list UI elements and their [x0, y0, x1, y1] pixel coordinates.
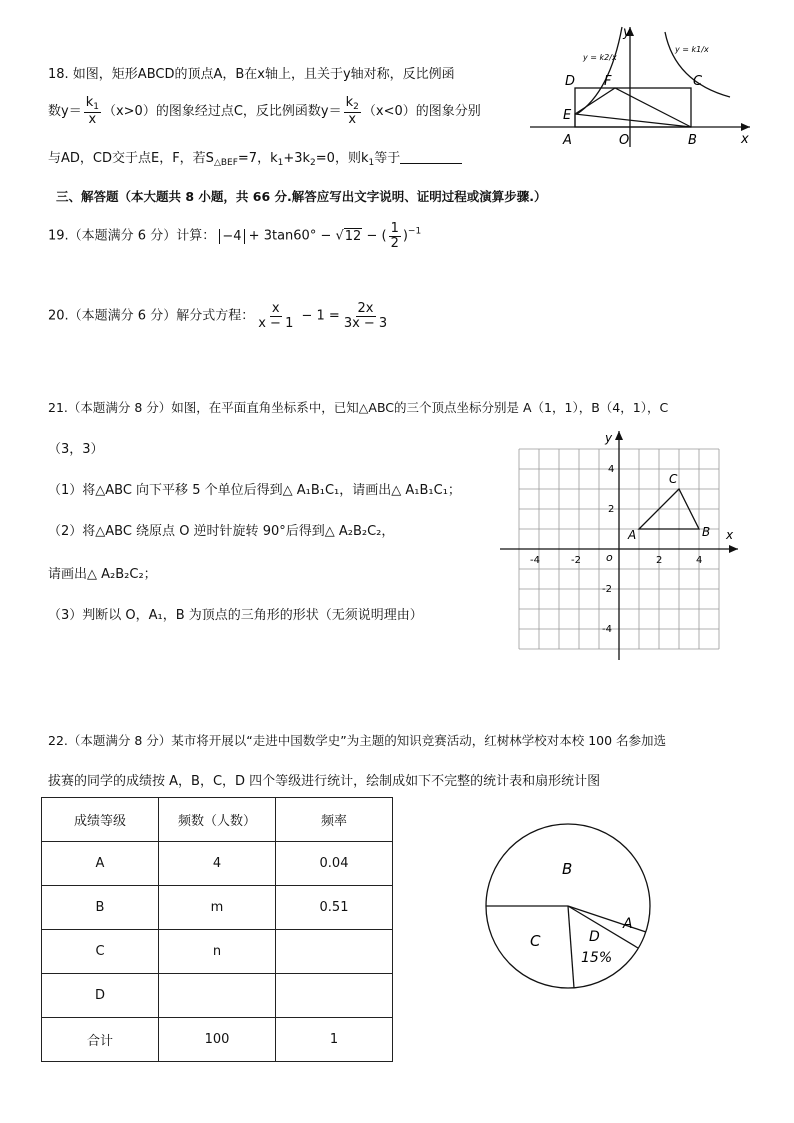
table-cell: 0.04	[276, 842, 393, 886]
den-x: x	[348, 112, 357, 128]
table-row	[42, 842, 393, 886]
label-b: B	[688, 133, 697, 148]
table-row	[42, 974, 393, 1018]
q18-text: 数y＝	[48, 104, 82, 120]
tick-x: 2	[656, 555, 663, 566]
frequency-table	[41, 797, 393, 1062]
label-a: A	[563, 133, 572, 148]
table-header: 频数（人数）	[159, 798, 276, 842]
q19: 19.（本题满分 6 分）计算： −4 + 3tan60° − √12 − ( $\frac{1}{2}$ )$^{-1}$	[48, 221, 422, 251]
q19-part2: + 3tan60° −	[248, 228, 332, 244]
table-cell	[276, 974, 393, 1018]
rectangle-abcd	[575, 88, 691, 127]
pie-label-c: C	[530, 932, 541, 950]
table-row	[42, 886, 393, 930]
q18-line2	[48, 96, 481, 127]
table-cell: A	[42, 842, 159, 886]
q18-text: （x<0）的图象分别	[362, 104, 481, 120]
k-letter: k	[345, 95, 354, 110]
label-b: B	[702, 525, 711, 539]
table-cell: 100	[159, 1018, 276, 1062]
left-hyperbola	[577, 27, 622, 114]
curve-left-label: y = k2/x	[583, 53, 617, 62]
frac2-num: 2x	[357, 301, 374, 316]
q19-prefix: 19.（本题满分 6 分）计算：	[48, 228, 216, 244]
frac2-den: 3x − 3	[343, 315, 388, 331]
label-o: O	[619, 133, 630, 148]
y-arrow-icon	[615, 431, 623, 440]
label-e: E	[563, 108, 572, 123]
q20-prefix: 20.（本题满分 6 分）解分式方程：	[48, 308, 255, 324]
table-row	[42, 930, 393, 974]
q22-line2: 拔赛的同学的成绩按 A，B，C，D 四个等级进行统计，绘制成如下不完整的统计表和扇形统计图	[48, 774, 601, 789]
table-cell: m	[159, 886, 276, 930]
tick-y: 4	[608, 464, 615, 475]
abs-value: −4	[219, 229, 244, 244]
q21-part1: （1）将△ABC 向下平移 5 个单位后得到△ A₁B₁C₁，请画出△ A₁B₁C₁；	[48, 483, 461, 498]
q20	[48, 302, 391, 330]
tick-x: 4	[696, 555, 703, 566]
table-header-row	[42, 798, 393, 842]
q22-line1: 22.（本题满分 8 分）某市将开展以“走进中国数学史”为主题的知识竞赛活动，红树林学校对本校 100 名参加选	[48, 733, 667, 748]
table-cell	[159, 974, 276, 1018]
exponent: −1	[407, 226, 422, 237]
answer-blank[interactable]	[400, 151, 462, 164]
curve-right-label: y = k1/x	[675, 45, 709, 54]
q19-close: )	[402, 228, 408, 244]
table-cell: 0.51	[276, 886, 393, 930]
q18-text: （x>0）的图象经过点C，反比例函数y＝	[102, 104, 342, 120]
divider-d-c	[568, 906, 574, 988]
frac2	[342, 302, 389, 330]
den-x: x	[88, 112, 97, 128]
x-arrow-icon	[729, 545, 738, 553]
label-c: C	[669, 472, 678, 486]
frac1-num: x	[271, 301, 280, 316]
half-num: 1	[390, 221, 399, 236]
q21-part3: （3）判断以 O，A₁，B 为顶点的三角形的形状（无须说明理由）	[48, 608, 423, 623]
q18-text: +3k	[283, 151, 311, 166]
label-origin: o	[606, 551, 613, 564]
q18-text: =7，k	[237, 151, 278, 166]
sub-2: 2	[310, 158, 316, 168]
pie-label-d: D	[589, 929, 600, 945]
tick-y: -4	[602, 624, 612, 635]
label-y: y	[623, 25, 631, 40]
q18-text: 与AD，CD交于点E，F，若S	[48, 151, 214, 166]
q21-part2b: 请画出△ A₂B₂C₂；	[48, 567, 157, 582]
table-cell: 1	[276, 1018, 393, 1062]
label-y: y	[605, 431, 613, 445]
table-cell: C	[42, 930, 159, 974]
half-fraction	[389, 222, 401, 250]
triangle-bef	[575, 88, 691, 127]
x-arrow-icon	[741, 123, 750, 131]
table-cell: 4	[159, 842, 276, 886]
label-f: F	[604, 74, 612, 89]
half-den: 2	[390, 235, 399, 251]
q18-line1: 18. 如图，矩形ABCD的顶点A，B在x轴上，且关于y轴对称，反比例函	[48, 67, 455, 82]
q21-line2: （3，3）	[48, 442, 104, 457]
table-cell: B	[42, 886, 159, 930]
frac1	[256, 302, 295, 330]
table-header: 成绩等级	[42, 798, 159, 842]
q18-text: 等于	[374, 151, 401, 166]
table-cell	[276, 930, 393, 974]
pie-label-b: B	[562, 860, 573, 878]
k2-fraction	[344, 96, 361, 127]
pie-chart	[480, 818, 660, 998]
sqrt-12: 12	[344, 228, 362, 244]
table-header: 频率	[276, 798, 393, 842]
label-c: C	[693, 74, 703, 89]
pie-label-d-percent: 15%	[581, 950, 613, 966]
label-a: A	[628, 528, 637, 542]
q21-line1: 21.（本题满分 8 分）如图，在平面直角坐标系中，已知△ABC的三个顶点坐标分别是 A（1，1），B（4，1），C	[48, 400, 669, 415]
q20-mid: − 1 =	[301, 308, 340, 324]
label-x: x	[726, 528, 734, 542]
sub-1: 1	[368, 158, 375, 168]
table-cell: n	[159, 930, 276, 974]
q21-part2: （2）将△ABC 绕原点 O 逆时针旋转 90°后得到△ A₂B₂C₂，	[48, 524, 395, 539]
tick-x: -4	[530, 555, 540, 566]
table-cell: D	[42, 974, 159, 1018]
sub-2: 2	[353, 102, 359, 112]
q18-text: =0，则k	[315, 151, 369, 166]
tick-x: -2	[571, 555, 581, 566]
sub-1: 1	[277, 158, 284, 168]
k1-fraction	[84, 96, 101, 127]
label-d: D	[565, 74, 576, 89]
label-x: x	[741, 132, 749, 147]
frac1-den: x − 1	[258, 315, 294, 331]
q21-grid	[498, 428, 743, 663]
q18-figure	[525, 22, 755, 152]
table-row	[42, 1018, 393, 1062]
pie-label-a: A	[623, 916, 633, 932]
divider-b-a	[568, 906, 646, 932]
tick-y: 2	[608, 504, 615, 515]
k-letter: k	[85, 95, 94, 110]
tri-sub: △BEF	[213, 158, 238, 168]
tick-y: -2	[602, 584, 612, 595]
sub-1: 1	[93, 102, 99, 112]
table-cell: 合计	[42, 1018, 159, 1062]
q19-part3: − (	[366, 228, 387, 244]
q18-line3	[48, 147, 462, 168]
section-three-heading: 三、解答题（本大题共 8 小题，共 66 分.解答应写出文字说明、证明过程或演算步骤.）	[56, 189, 547, 204]
